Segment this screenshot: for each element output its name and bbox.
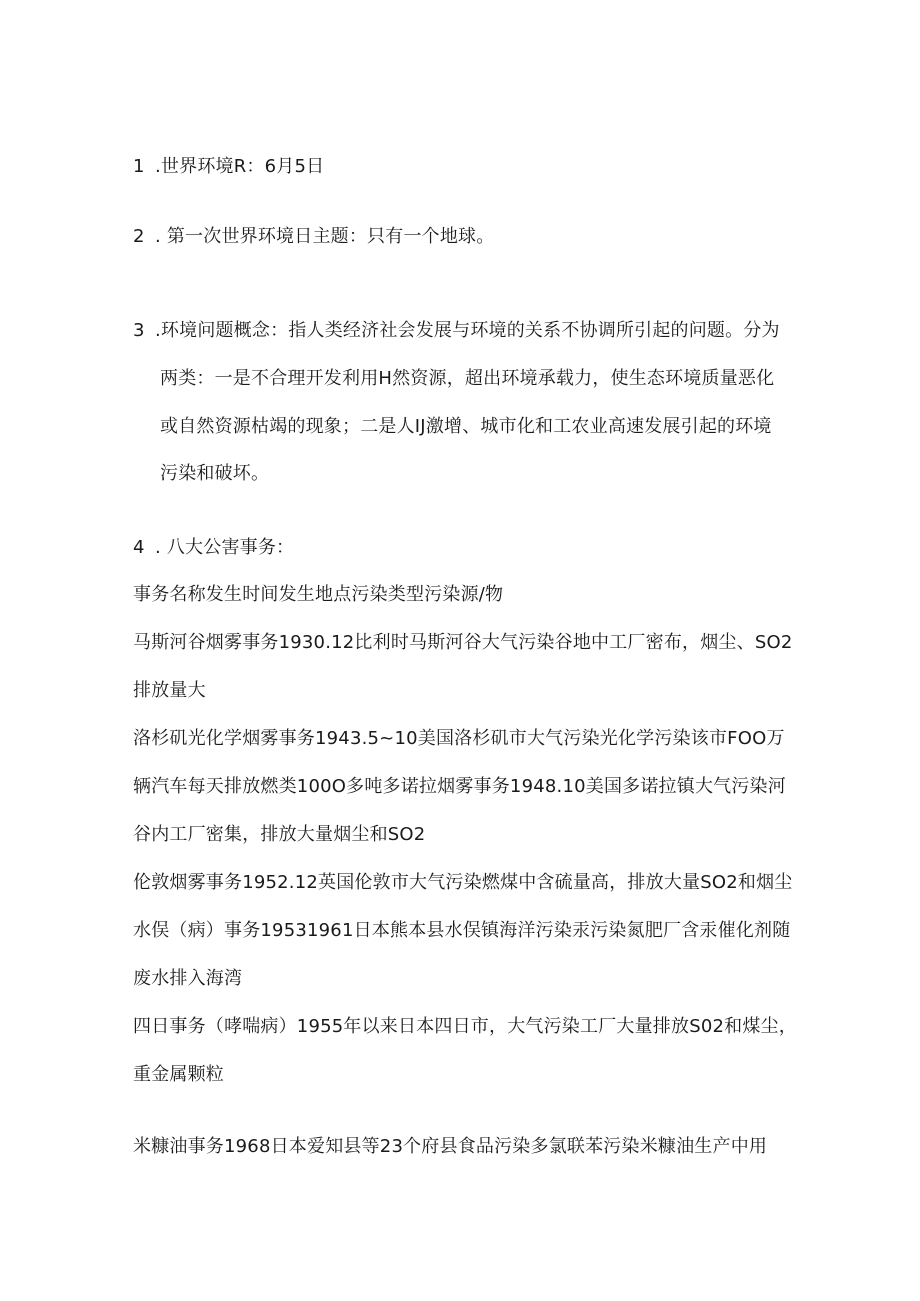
item-number: 1 [133, 156, 145, 177]
body-line: 伦敦烟雾事务1952.12英国伦敦市大气污染燃煤中含硫量高，排放大量SO2和烟尘 [133, 872, 793, 893]
body-line: 废水排入海湾 [133, 968, 243, 989]
body-line: 米糠油事务1968日本爱知县等23个府县食品污染多氯联苯污染米糠油生产中用 [133, 1136, 768, 1157]
body-line: 马斯河谷烟雾事务1930.12比利时马斯河谷大气污染谷地中工厂密布，烟尘、SO2 [133, 632, 793, 653]
body-line: 辆汽车每天排放燃类100O多吨多诺拉烟雾事务1948.10美国多诺拉镇大气污染河 [133, 776, 786, 797]
item-number: 4 [133, 537, 145, 558]
table-header-line: 事务名称发生时间发生地点污染类型污染源/物 [133, 584, 504, 605]
item-text: .环境问题概念：指人类经济社会发展与环境的关系不协调所引起的问题。分为 [155, 320, 780, 341]
body-line: 四日事务（哮喘病）1955年以来日本四日市，大气污染工厂大量排放S02和煤尘， [133, 1016, 797, 1037]
body-line: 排放量大 [133, 680, 206, 701]
item-number: 3 [133, 320, 145, 341]
item-3-continuation: 两类：一是不合理开发利用H然资源，超出环境承载力，使生态环境质量恶化 [160, 368, 775, 389]
body-line: 水俣（病）事务19531961日本熊本县水俣镇海洋污染汞污染氮肥厂含汞催化剂随 [133, 920, 791, 941]
item-text: . 八大公害事务： [155, 537, 295, 558]
item-2 [133, 224, 494, 250]
body-line: 谷内工厂密集，排放大量烟尘和SO2 [133, 824, 426, 845]
item-number: 2 [133, 226, 145, 247]
item-1 [133, 154, 324, 180]
item-text: .世界环境R：6月5日 [155, 156, 325, 177]
item-4 [133, 535, 294, 561]
item-3 [133, 318, 780, 344]
body-line: 洛杉矶光化学烟雾事务1943.5~10美国洛杉矶市大气污染光化学污染该市FOO万 [133, 728, 785, 749]
item-3-continuation: 污染和破坏。 [160, 463, 270, 484]
body-line: 重金属颗粒 [133, 1064, 224, 1085]
item-text: . 第一次世界环境日主题：只有一个地球。 [155, 226, 495, 247]
item-3-continuation: 或自然资源枯竭的现象；二是人IJ激增、城市化和工农业高速发展引起的环境 [160, 416, 772, 437]
